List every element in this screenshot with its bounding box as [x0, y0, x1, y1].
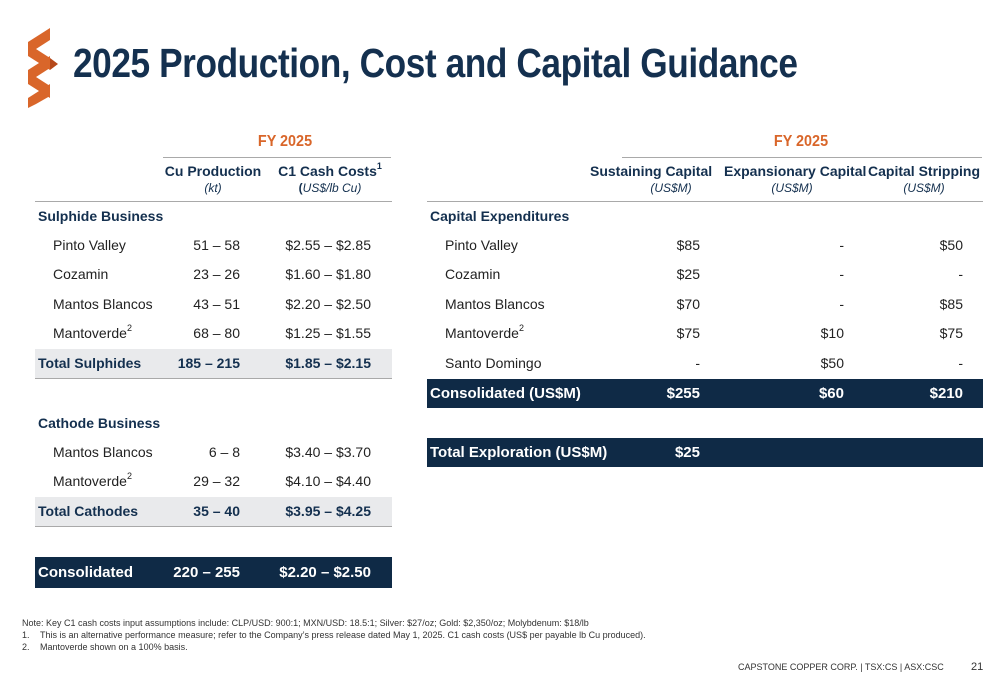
page-title: 2025 Production, Cost and Capital Guidance [73, 40, 798, 86]
page-number: 21 [971, 661, 984, 673]
table-row: Cozamin 23 – 26 $1.60 – $1.80 [53, 266, 371, 282]
consolidated-row: Consolidated 220 – 255 $2.20 – $2.50 [35, 557, 392, 588]
right-period-label: FY 2025 [773, 133, 829, 150]
total-cathodes-row: Total Cathodes 35 – 40 $3.95 – $4.25 [35, 497, 392, 526]
table-row: Santo Domingo - $50 - [445, 355, 963, 371]
footnote-1: 1. This is an alternative performance measure; refer to the Company’s press release dated May 1, 2025. C1 cash costs (US$ per payable lb Cu produced). [22, 630, 646, 640]
table-row: Mantos Blancos 43 – 51 $2.20 – $2.50 [53, 296, 371, 312]
footer-company: CAPSTONE COPPER CORP. | TSX:CS | ASX:CSC [738, 662, 944, 672]
table-row: Mantoverde$^2$ 29 – 32 $4.10 – $4.40 [53, 471, 371, 489]
footnotes [22, 617, 646, 653]
left-col-production-header: Cu Production (kt) [164, 163, 262, 195]
divider [35, 526, 392, 527]
capex-consolidated-row: Consolidated (US$M) $255 $60 $210 [427, 379, 983, 408]
table-row: Pinto Valley $85 - $50 [445, 237, 963, 253]
left-col-cost-header: C1 Cash Costs$^1$ (US$/lb Cu) [278, 161, 382, 195]
right-header-rule [622, 157, 982, 158]
table-row: Mantoverde$^2$ 68 – 80 $1.25 – $1.55 [53, 323, 371, 341]
section-cathode: Cathode Business [38, 415, 161, 431]
left-period-label: FY 2025 [257, 133, 313, 150]
table-row: Pinto Valley 51 – 58 $2.55 – $2.85 [53, 237, 371, 253]
company-logo-icon [28, 28, 58, 108]
section-sulphide: Sulphide Business [38, 208, 164, 224]
left-header-rule [163, 157, 391, 158]
right-col-stripping-header: Capital Stripping (US$M) [868, 163, 980, 195]
exploration-total-row: Total Exploration (US$M) $25 [427, 438, 983, 467]
right-col-sustaining-header: Sustaining Capital (US$M) [590, 163, 713, 195]
table-row: Cozamin $25 - - [445, 266, 963, 282]
table-row: Mantoverde$^2$ $75 $10 $75 [445, 323, 963, 341]
right-col-expansionary-header: Expansionary Capital (US$M) [724, 163, 867, 195]
total-sulphides-row: Total Sulphides 185 – 215 $1.85 – $2.15 [35, 349, 392, 378]
table-row: Mantos Blancos $70 - $85 [445, 296, 963, 312]
divider [35, 378, 392, 379]
footnote-2: 2. Mantoverde shown on a 100% basis. [22, 642, 188, 652]
section-capex: Capital Expenditures [430, 208, 570, 224]
table-row: Mantos Blancos 6 – 8 $3.40 – $3.70 [53, 444, 371, 460]
note-main: Note: Key C1 cash costs input assumptions include: CLP/USD: 900:1; MXN/USD: 18.5:1; Silver: $27/oz; Gold: $2,350/oz; Molybdenum: $18/lb [22, 618, 589, 628]
